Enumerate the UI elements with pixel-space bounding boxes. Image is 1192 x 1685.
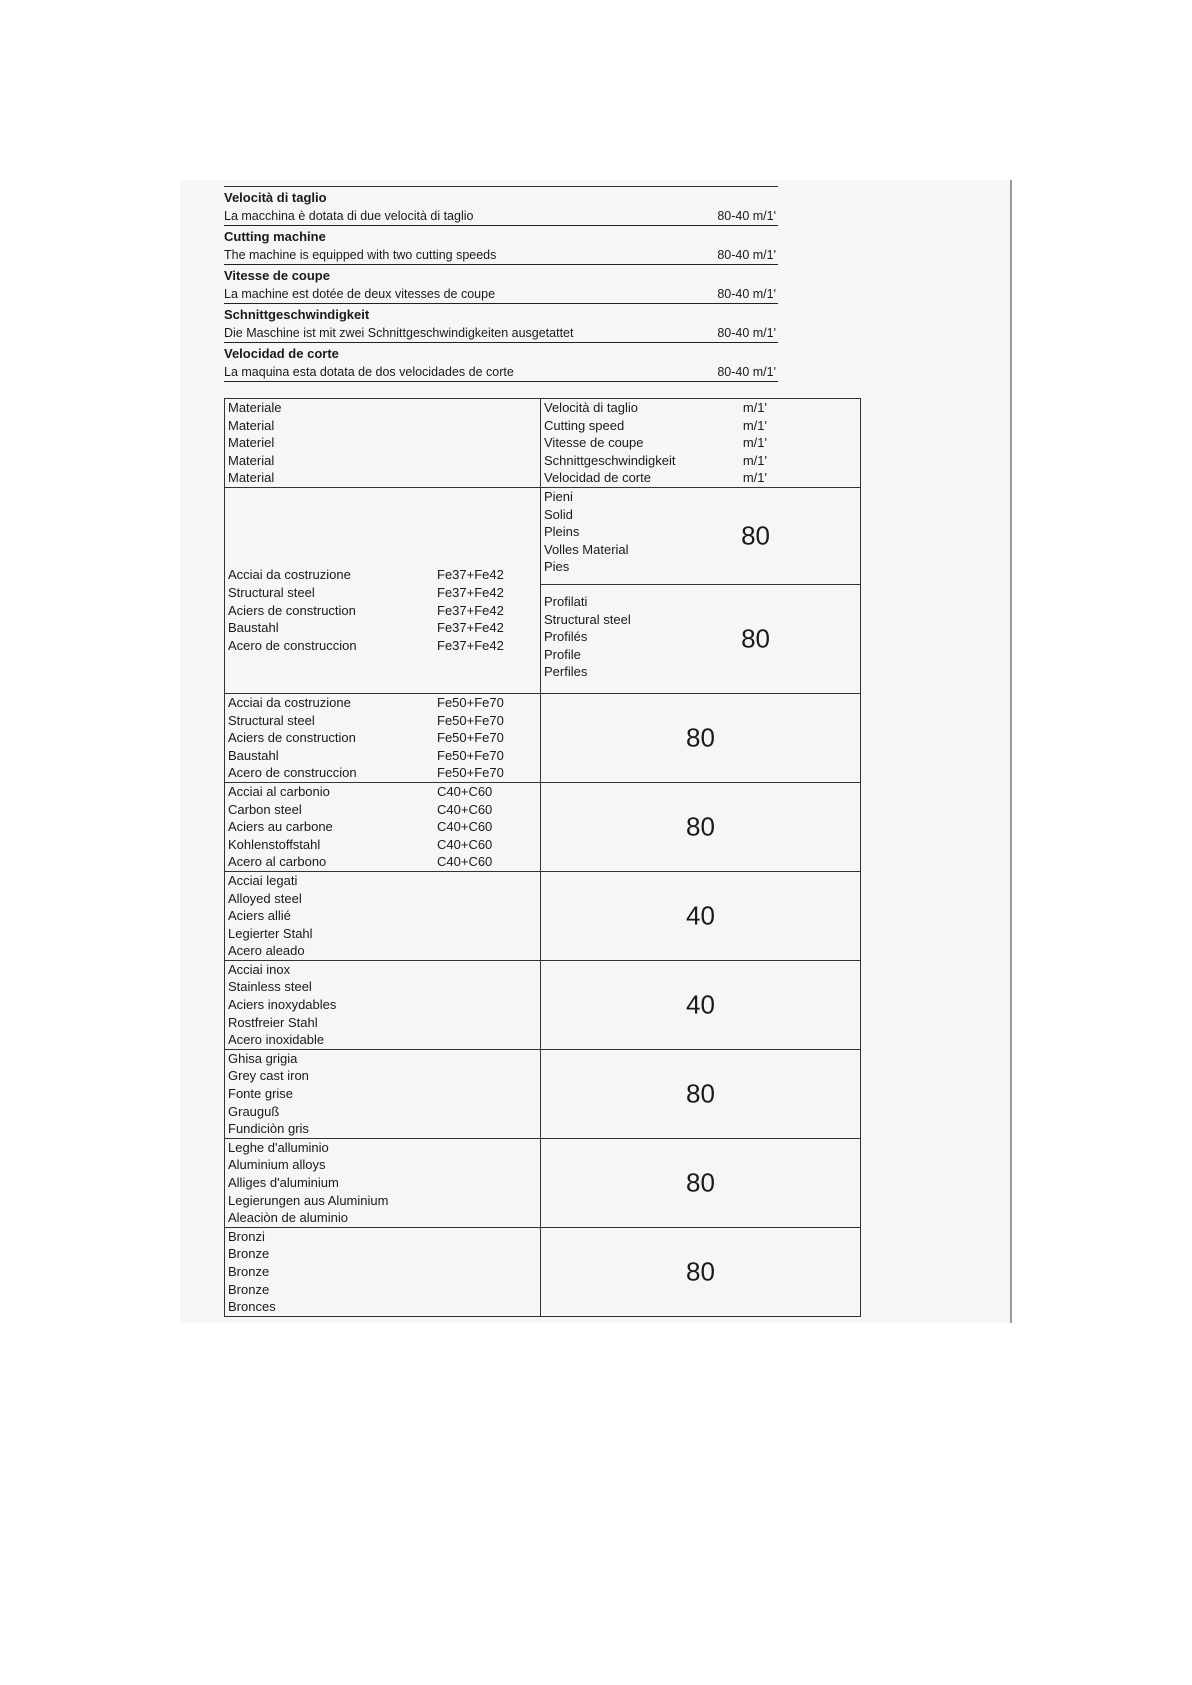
header-material-label: Materiale: [228, 400, 282, 415]
material-name: Alliges d'aluminium: [228, 1175, 339, 1190]
material-grade: [437, 1139, 537, 1157]
material-names: [228, 872, 313, 960]
materials-table: [224, 398, 861, 1317]
header-speed-label: Velocità di taglio: [544, 400, 638, 415]
material-cell-inner: [228, 1228, 537, 1316]
cutting-speed-section: [224, 186, 778, 382]
speed-block: [224, 304, 778, 343]
material-grade: [437, 907, 537, 925]
solid-label: Volles Material: [544, 541, 629, 557]
material-grade: [437, 1103, 537, 1121]
material-cell: [225, 960, 541, 1049]
material-grades: [437, 694, 537, 782]
speed-cell: [541, 960, 861, 1049]
material-name: Acciai al carbonio: [228, 783, 330, 799]
unit-header-labels: [743, 399, 767, 487]
material-name: Structural steel: [228, 712, 315, 728]
material-name: Ghisa grigia: [228, 1050, 298, 1066]
profiles-subcell: [541, 585, 860, 693]
material-name: Aciers au carbone: [228, 819, 333, 835]
header-speed-label: Vitesse de coupe: [544, 435, 644, 451]
speed-block-value: 80-40 m/1': [717, 287, 776, 301]
material-grade: [437, 1067, 537, 1085]
material-cell-inner: [228, 1050, 537, 1138]
material-cell: [225, 782, 541, 871]
header-unit-label: m/1': [742, 417, 767, 433]
speed-block-text: La macchina è dotata di due velocità di taglio: [224, 209, 474, 223]
speed-cell: [541, 1227, 861, 1316]
material-grade: Fe50+Fe70: [437, 765, 504, 781]
material-grade: C40+C60: [437, 819, 493, 835]
material-grade: [437, 890, 537, 908]
material-names: [228, 694, 357, 782]
header-material-label: Material: [228, 417, 275, 433]
speed-block-line: [224, 246, 778, 265]
material-grade: [437, 925, 537, 943]
material-grade: [437, 872, 537, 890]
material-grade: [437, 1228, 537, 1246]
header-unit-label: m/1': [742, 470, 767, 486]
profile-label: Profile: [544, 646, 581, 662]
material-name: Carbon steel: [228, 801, 302, 817]
table-row: [225, 960, 861, 1049]
speed-value: 80: [686, 1167, 715, 1198]
material-name: Baustahl: [228, 747, 279, 763]
material-names: [228, 961, 336, 1049]
speed-header-cell: [541, 399, 861, 488]
material-name: Baustahl: [228, 620, 279, 636]
speed-cell: [541, 871, 861, 960]
header-unit-label: m/1': [742, 452, 767, 468]
speed-value: 80: [686, 1078, 715, 1109]
material-cell-inner: [228, 961, 537, 1049]
material-names: [228, 1050, 309, 1138]
material-grade: Fe50+Fe70: [437, 730, 504, 746]
material-grade: [437, 1263, 537, 1281]
material-name: Structural steel: [228, 585, 315, 601]
header-speed-label: Schnittgeschwindigkeit: [544, 452, 676, 468]
material-grade: Fe37+Fe42: [437, 620, 504, 636]
speed-value: 80: [686, 722, 715, 753]
material-grade: [437, 1156, 537, 1174]
material-name: Acero de construccion: [228, 765, 357, 781]
material-name: Leghe d'alluminio: [228, 1139, 329, 1155]
material-name: Bronze: [228, 1281, 270, 1297]
material-grade: [437, 961, 537, 979]
material-grade: Fe50+Fe70: [437, 712, 504, 728]
material-name: Aciers inoxydables: [228, 997, 337, 1013]
material-name: Kohlenstoffstahl: [228, 836, 321, 852]
speed-value: 80: [686, 811, 715, 842]
material-name: Fundiciòn gris: [228, 1121, 309, 1137]
speed-cell: [541, 1138, 861, 1227]
material-grade: [437, 1174, 537, 1192]
speed-block-value: 80-40 m/1': [717, 209, 776, 223]
material-name: Acciai legati: [228, 872, 298, 888]
speed-cell: [541, 782, 861, 871]
material-cell-inner: [228, 694, 537, 782]
material-grades: [437, 566, 537, 654]
speed-block-line: [224, 285, 778, 304]
material-grade: Fe50+Fe70: [437, 694, 504, 710]
speed-block-line: [224, 324, 778, 343]
material-cell-inner: [228, 872, 537, 960]
material-grade: C40+C60: [437, 854, 493, 870]
material-cell: [225, 693, 541, 782]
material-cell: [225, 871, 541, 960]
profile-label: Profilati: [544, 593, 588, 609]
material-grade: [437, 1014, 537, 1032]
material-name: Fonte grise: [228, 1086, 294, 1102]
speed-header-labels: [544, 399, 676, 487]
material-grade: Fe37+Fe42: [437, 602, 504, 618]
material-grade: Fe37+Fe42: [437, 585, 504, 601]
speed-block-title: Schnittgeschwindigkeit: [224, 307, 370, 322]
material-grade: C40+C60: [437, 836, 493, 852]
profiles-speed-value: 80: [741, 623, 770, 654]
table-row: [225, 1138, 861, 1227]
table-row: [225, 782, 861, 871]
header-unit-label: m/1': [742, 400, 767, 415]
material-grades: [437, 783, 537, 871]
solid-label: Pleins: [544, 524, 580, 540]
speed-block-text: La machine est dotée de deux vitesses de coupe: [224, 287, 496, 301]
speed-value: 80: [686, 1256, 715, 1287]
material-name: Bronze: [228, 1246, 270, 1262]
speed-block-title: Velocità di taglio: [224, 190, 327, 205]
material-cell: [225, 487, 541, 693]
material-name: Aleaciòn de aluminio: [228, 1210, 348, 1226]
material-grade: [437, 978, 537, 996]
speed-block-title: Vitesse de coupe: [224, 268, 330, 283]
material-name: Stainless steel: [228, 979, 312, 995]
material-name: Acciai da costruzione: [228, 567, 351, 583]
speed-block: [224, 343, 778, 382]
table-row: [225, 1049, 861, 1138]
profile-label: Structural steel: [544, 611, 631, 627]
material-name: Acciai inox: [228, 961, 291, 977]
material-cell: [225, 1049, 541, 1138]
speed-block-line: [224, 207, 778, 226]
speed-cell: [541, 1049, 861, 1138]
speed-block-value: 80-40 m/1': [717, 248, 776, 262]
material-grade: Fe37+Fe42: [437, 637, 504, 653]
material-grade: Fe37+Fe42: [437, 567, 504, 583]
speed-block-text: Die Maschine ist mit zwei Schnittgeschwindigkeiten ausgetattet: [224, 326, 574, 340]
material-name: Bronzi: [228, 1228, 265, 1244]
material-grade: [437, 1031, 537, 1049]
material-name: Grey cast iron: [228, 1068, 309, 1084]
material-name: Acero al carbono: [228, 854, 327, 870]
header-material-label: Material: [228, 452, 275, 468]
material-names: [228, 1139, 388, 1227]
material-name: Aciers de construction: [228, 730, 356, 746]
material-name: Alloyed steel: [228, 890, 302, 906]
material-name: Bronces: [228, 1299, 276, 1315]
material-grade: [437, 1209, 537, 1227]
material-name: Bronze: [228, 1263, 270, 1279]
speed-block-text: The machine is equipped with two cutting speeds: [224, 248, 497, 262]
material-grades: [437, 1050, 537, 1138]
material-header-cell: [225, 399, 541, 488]
material-grades: [437, 961, 537, 1049]
profile-label: Profilés: [544, 629, 588, 645]
material-names: [228, 783, 333, 871]
material-grades: [437, 1139, 537, 1227]
material-grade: [437, 1281, 537, 1299]
speed-block: [224, 187, 778, 226]
material-name: Legierungen aus Aluminium: [228, 1192, 389, 1208]
material-name: Acero aleado: [228, 943, 305, 959]
speed-block-value: 80-40 m/1': [717, 365, 776, 379]
material-name: Acero inoxidable: [228, 1032, 325, 1048]
material-grade: [437, 1050, 537, 1068]
speed-block-value: 80-40 m/1': [717, 326, 776, 340]
speed-value: 40: [686, 989, 715, 1020]
table-row-structural-low: [225, 487, 861, 693]
speed-block: [224, 226, 778, 265]
material-name: Grauguß: [228, 1103, 280, 1119]
header-material-label: Material: [228, 470, 275, 486]
material-grade: C40+C60: [437, 801, 493, 817]
speed-cell: [541, 487, 861, 693]
material-names: [228, 566, 357, 654]
header-speed-label: Cutting speed: [544, 417, 625, 433]
speed-block-line: [224, 363, 778, 382]
material-cell: [225, 1227, 541, 1316]
material-grade: C40+C60: [437, 783, 493, 799]
material-name: Legierter Stahl: [228, 925, 313, 941]
material-cell-inner: [228, 783, 537, 871]
material-grades: [437, 872, 537, 960]
header-material-label: Materiel: [228, 435, 275, 451]
speed-block-title: Velocidad de corte: [224, 346, 339, 361]
material-grade: [437, 1298, 537, 1316]
solid-label: Solid: [544, 506, 573, 522]
solid-speed-value: 80: [741, 520, 770, 551]
solid-label: Pies: [544, 559, 570, 575]
speed-value: 40: [686, 900, 715, 931]
profile-label: Perfiles: [544, 664, 588, 680]
speed-block-title: Cutting machine: [224, 229, 326, 244]
material-grade: Fe50+Fe70: [437, 747, 504, 763]
material-grades: [437, 1228, 537, 1316]
header-speed-label: Velocidad de corte: [544, 470, 651, 486]
material-grade: [437, 1085, 537, 1103]
material-names: [228, 1228, 276, 1316]
header-unit-label: m/1': [742, 435, 767, 451]
table-header-row: [225, 399, 861, 488]
material-grade: [437, 942, 537, 960]
material-grade: [437, 1120, 537, 1138]
material-cell: [225, 1138, 541, 1227]
speed-cell: [541, 693, 861, 782]
material-name: Acciai da costruzione: [228, 694, 351, 710]
table-row: [225, 871, 861, 960]
table-row: [225, 1227, 861, 1316]
material-name: Rostfreier Stahl: [228, 1014, 318, 1030]
material-grade: [437, 996, 537, 1014]
solid-label: Pieni: [544, 488, 573, 504]
material-grade: [437, 1192, 537, 1210]
material-name: Aciers allié: [228, 908, 291, 924]
solid-subcell: [541, 488, 860, 585]
material-name: Aciers de construction: [228, 602, 356, 618]
material-name: Aluminium alloys: [228, 1157, 326, 1173]
speed-block-text: La maquina esta dotata de dos velocidades de corte: [224, 365, 514, 379]
material-cell-inner: [228, 1139, 537, 1227]
material-name: Acero de construccion: [228, 637, 357, 653]
speed-block: [224, 265, 778, 304]
table-row: [225, 693, 861, 782]
material-grade: [437, 1245, 537, 1263]
